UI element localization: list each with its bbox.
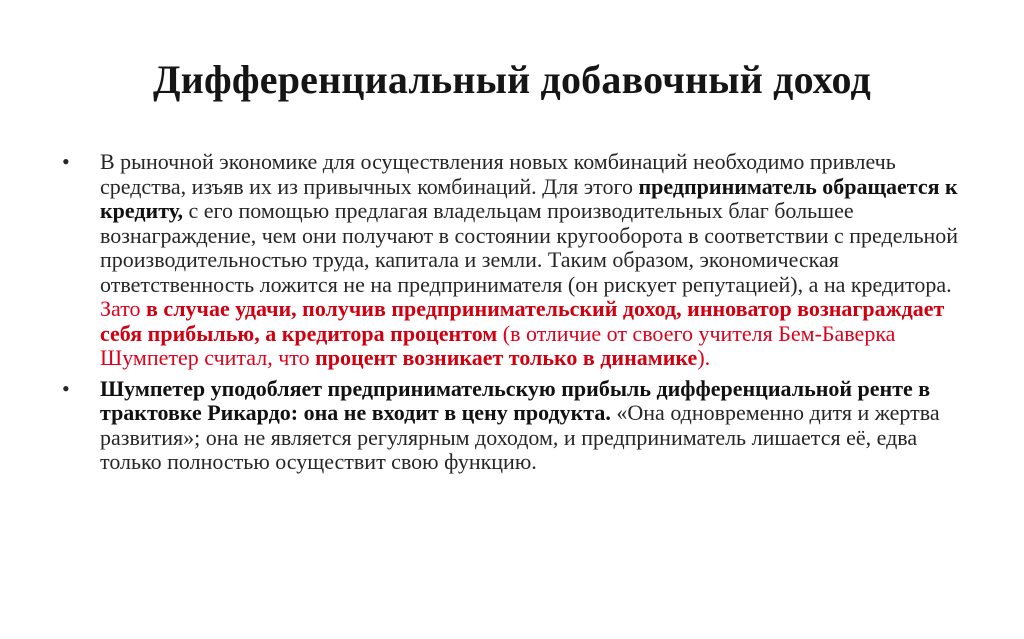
bullet-marker: • — [62, 375, 70, 401]
bullet1-text-plain-1: В рыночной экономике для осуществления новых комбинаций необходимо привлечь средства, изъяв их из привычных комбинаций. Для этого — [100, 149, 896, 199]
bullet-list — [62, 150, 962, 475]
bullet1-text-red-2: (в отличие от своего учителя Бем-Баверка Шумпетер считал, что — [100, 320, 896, 370]
bullet1-text-red-bold-2: процент возникает только в динамике — [315, 345, 698, 370]
bullet-item-1 — [62, 150, 962, 371]
bullet1-text-bold-credit: предприниматель обращается к кредиту, — [100, 173, 958, 223]
bullet-item-2 — [62, 377, 962, 475]
bullet-marker: • — [62, 149, 70, 174]
bullet2-text-plain: «Она одновременно дитя и жертва развития»; она не является регулярным доходом, и предприниматель лишается её, едва только полностью осуществит свою функцию. — [100, 400, 940, 474]
bullet1-text-red-3: ). — [697, 345, 711, 370]
bullet2-text-bold: Шумпетер уподобляет предпринимательскую прибыль дифференциальной ренте в трактовке Рикардо: она не входит в цену продукта. — [100, 375, 931, 425]
bullet1-text-red-1: Зато — [100, 296, 147, 321]
slide-title: Дифференциальный добавочный доход — [153, 57, 871, 102]
bullet1-text-plain-2: с его помощью предлагая владельцам производительных благ большее вознаграждение, чем они получают в состоянии кругооборота в соответствии с предельной производительностью труда, капитала и земли. Таким образом, экономическая ответственность ложится не на предпринимателя (он рискует репутацией), а на кредитора. — [100, 198, 959, 297]
bullet1-text-red-bold-1: в случае удачи, получив предпринимательский доход, инноватор вознаграждает себя прибылью, а кредитора процентом — [100, 296, 945, 346]
